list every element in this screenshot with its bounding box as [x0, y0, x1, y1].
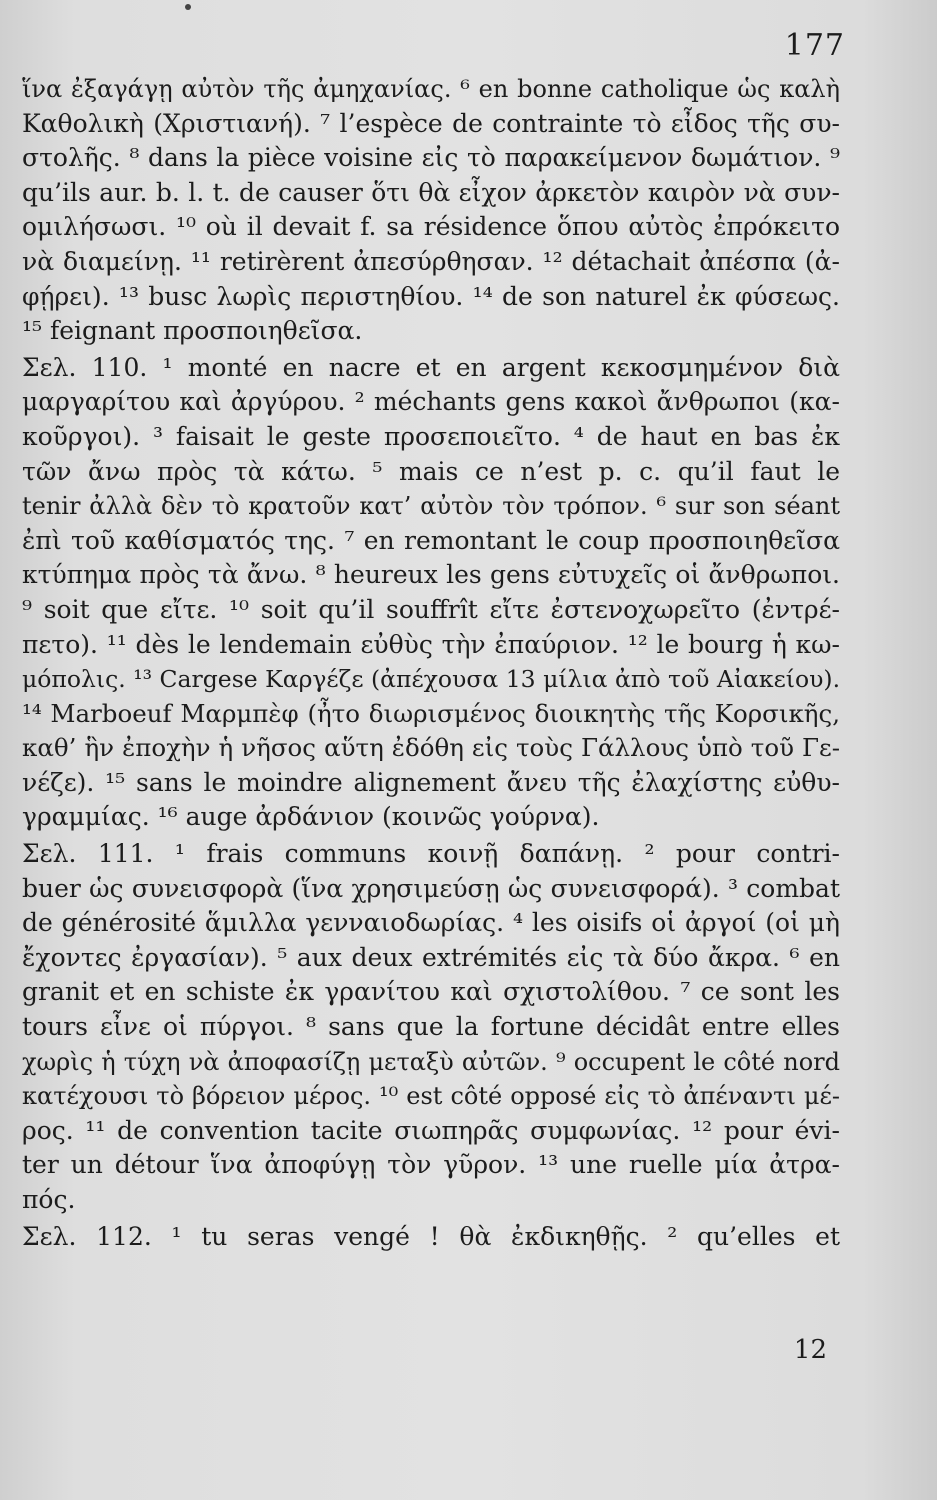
- signature-mark: 12: [793, 1335, 827, 1365]
- text-line-24: buer ὡς συνεισφορὰ (ἵνα χρησιμεύσῃ ὡς συνεισφορά). ³ combat: [22, 873, 840, 903]
- text-line-18: μόπολις. ¹³ Cargese Καργέζε (ἀπέχουσα 13 μίλια ἀπὸ τοῦ Αἰακείου).: [22, 665, 841, 694]
- text-line-19: ¹⁴ Marboeuf Μαρμπὲφ (ἦτο διωρισμένος διοικητὴς τῆς Κορσικῆς,: [22, 698, 840, 728]
- text-line-29: χωρὶς ἡ τύχη νὰ ἀποφασίζῃ μεταξὺ αὐτῶν. ⁹ occupent le côté nord: [22, 1047, 840, 1076]
- text-line-16: ⁹ soit que εἴτε. ¹⁰ soit qu’il souffrît εἴτε ἐστενοχωρεῖτο (ἐντρέ-: [22, 594, 840, 624]
- page-body: [22, 72, 840, 1254]
- text-line-4: qu’ils aur. b. l. t. de causer ὅτι θὰ εἶχον ἀρκετὸν καιρὸν νὰ συν-: [22, 177, 840, 207]
- text-line-12: τῶν ἄνω πρὸς τὰ κάτω. ⁵ mais ce n’est p. c. qu’il faut le: [22, 456, 840, 486]
- text-line-22: γραμμίας. ¹⁶ auge ἀρδάνιον (κοινῶς γούρνα).: [22, 802, 600, 832]
- section-111-heading-line: Σελ. 111. ¹ frais communs κοινῇ δαπάνῃ. ² pour contri-: [22, 839, 840, 869]
- page-number: 177: [784, 28, 845, 63]
- text-line-17: πετο). ¹¹ dès le lendemain εὐθὺς τὴν ἐπαύριον. ¹² le bourg ἡ κω-: [22, 629, 840, 659]
- text-line-6: νὰ διαμείνῃ. ¹¹ retirèrent ἀπεσύρθησαν. ¹² détachait ἀπέσπα (ἀ-: [22, 246, 840, 276]
- text-line-32: ter un détour ἵνα ἀποφύγῃ τὸν γῦρον. ¹³ une ruelle μία ἀτρα-: [22, 1150, 840, 1180]
- text-line-30: κατέχουσι τὸ βόρειον μέρος. ¹⁰ est côté opposé εἰς τὸ ἀπέναντι μέ-: [22, 1082, 840, 1111]
- text-line-3: στολῆς. ⁸ dans la pièce voisine εἰς τὸ παρακείμενον δωμάτιον. ⁹: [22, 143, 840, 173]
- text-line-27: granit et en schiste ἐκ γρανίτου καὶ σχιστολίθου. ⁷ ce sont les: [22, 977, 840, 1007]
- text-line-2: Καθολικὴ (Χριστιανή). ⁷ l’espèce de contrainte τὸ εἶδος τῆς συ-: [22, 108, 840, 138]
- text-line-7: φῄρει). ¹³ busc λωρὶς περιστηθίου. ¹⁴ de son naturel ἐκ φύσεως.: [22, 281, 840, 311]
- text-line-14: ἐπὶ τοῦ καθίσματός της. ⁷ en remontant le coup προσποιηθεῖσα: [22, 525, 840, 555]
- text-line-15: κτύπημα πρὸς τὰ ἄνω. ⁸ heureux les gens εὐτυχεῖς οἱ ἄνθρωποι.: [22, 560, 840, 590]
- text-line-20: καθ’ ἣν ἐποχὴν ἡ νῆσος αὕτη ἐδόθη εἰς τοὺς Γάλλους ὑπὸ τοῦ Γε-: [22, 733, 840, 763]
- text-line-28: tours εἶνε οἱ πύργοι. ⁸ sans que la fortune décidât entre elles: [22, 1012, 840, 1042]
- text-line-33: πός.: [22, 1185, 76, 1214]
- text-line-31: ρος. ¹¹ de convention tacite σιωπηρᾶς συμφωνίας. ¹² pour évi-: [22, 1115, 840, 1145]
- text-line-26: ἔχοντες ἐργασίαν). ⁵ aux deux extrémités εἰς τὰ δύο ἄκρα. ⁶ en: [22, 942, 840, 972]
- section-112-heading-line: Σελ. 112. ¹ tu seras vengé ! θὰ ἐκδικηθῇς. ² qu’elles et: [22, 1221, 840, 1251]
- text-line-10: μαργαρίτου καὶ ἀργύρου. ² méchants gens κακοὶ ἄνθρωποι (κα-: [22, 387, 840, 417]
- text-line-11: κοῦργοι). ³ faisait le geste προσεποιεῖτο. ⁴ de haut en bas ἐκ: [22, 421, 840, 451]
- speck: [185, 4, 191, 10]
- text-line-21: νέζε). ¹⁵ sans le moindre alignement ἄνευ τῆς ἐλαχίστης εὐθυ-: [22, 767, 840, 797]
- text-line-13: tenir ἀλλὰ δὲν τὸ κρατοῦν κατ’ αὐτὸν τὸν τρόπον. ⁶ sur son séant: [22, 492, 840, 521]
- text-line-25: de générosité ἅμιλλα γενναιοδωρίας. ⁴ les oisifs οἱ ἀργοί (οἱ μὴ: [22, 908, 840, 938]
- text-line-1: ἵνα ἐξαγάγῃ αὐτὸν τῆς ἀμηχανίας. ⁶ en bonne catholique ὡς καλὴ: [22, 75, 840, 103]
- text-line-8: ¹⁵ feignant προσποιηθεῖσα.: [22, 316, 363, 346]
- text-line-5: ομιλήσωσι. ¹⁰ où il devait f. sa résidence ὅπου αὐτὸς ἐπρόκειτο: [22, 212, 840, 242]
- section-110-heading-line: Σελ. 110. ¹ monté en nacre et en argent κεκοσμημένον διὰ: [22, 352, 840, 382]
